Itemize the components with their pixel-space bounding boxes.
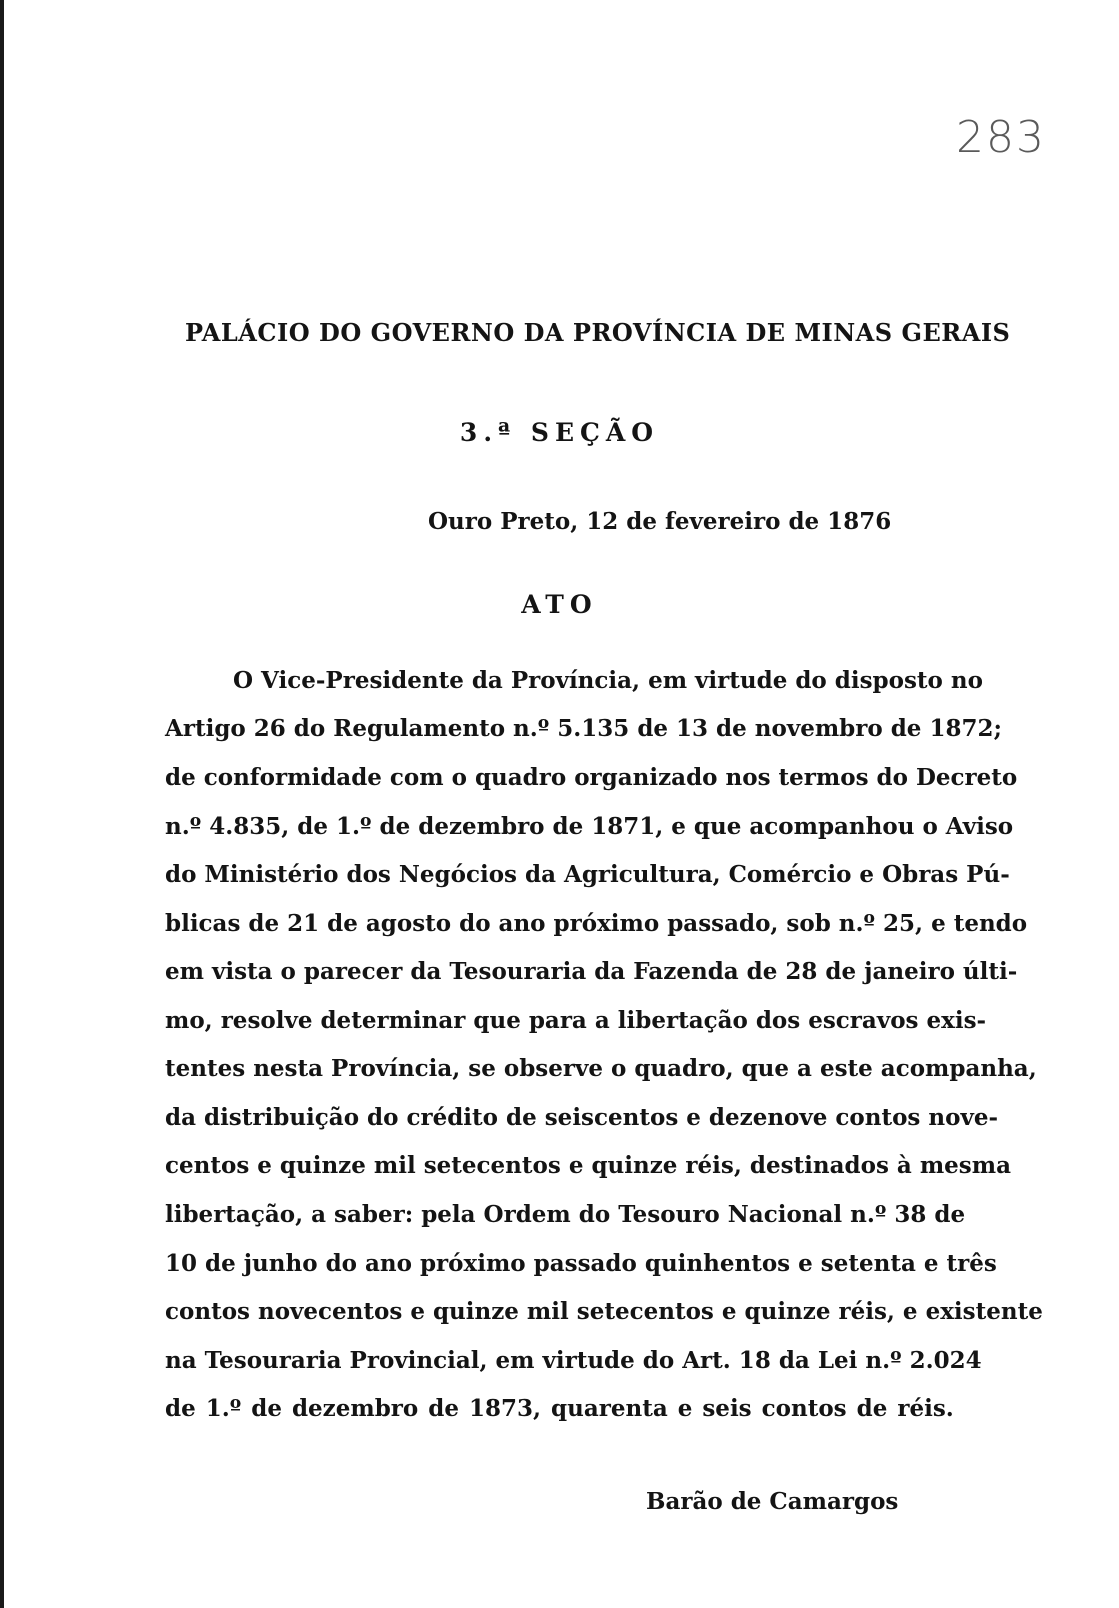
body-line: tentes nesta Província, se observe o quadro, que a este acompanha, [165, 1055, 1037, 1082]
document-header: PALÁCIO DO GOVERNO DA PROVÍNCIA DE MINAS GERAIS [185, 318, 1011, 347]
body-line: na Tesouraria Provincial, em virtude do Art. 18 da Lei n.º 2.024 [165, 1347, 982, 1374]
signature: Barão de Camargos [646, 1488, 899, 1515]
body-line: em vista o parecer da Tesouraria da Fazenda de 28 de janeiro últi- [165, 958, 1018, 985]
body-line: blicas de 21 de agosto do ano próximo passado, sob n.º 25, e tendo [165, 910, 1028, 937]
place-and-date: Ouro Preto, 12 de fevereiro de 1876 [428, 508, 892, 535]
page-number: 283 [956, 112, 1046, 163]
body-line: contos novecentos e quinze mil setecentos e quinze réis, e existente [165, 1298, 1043, 1325]
body-line: de 1.º de dezembro de 1873, quarenta e seis contos de réis. [165, 1395, 954, 1422]
body-line: 10 de junho do ano próximo passado quinhentos e setenta e três [165, 1250, 997, 1277]
body-line: de conformidade com o quadro organizado nos termos do Decreto [165, 764, 1018, 791]
body-line: centos e quinze mil setecentos e quinze réis, destinados à mesma [165, 1152, 1011, 1179]
body-line: Artigo 26 do Regulamento n.º 5.135 de 13 de novembro de 1872; [165, 715, 1002, 742]
body-line: da distribuição do crédito de seiscentos e dezenove contos nove- [165, 1104, 998, 1131]
body-line: do Ministério dos Negócios da Agricultura, Comércio e Obras Pú- [165, 861, 1010, 888]
body-line: n.º 4.835, de 1.º de dezembro de 1871, e que acompanhou o Aviso [165, 813, 1014, 840]
body-line: libertação, a saber: pela Ordem do Tesouro Nacional n.º 38 de [165, 1201, 966, 1228]
body-line: O Vice-Presidente da Província, em virtude do disposto no [233, 667, 983, 694]
section-heading: 3.ª SEÇÃO [459, 418, 660, 447]
scan-edge [0, 0, 4, 1608]
body-line: mo, resolve determinar que para a libertação dos escravos exis- [165, 1007, 987, 1034]
act-title: ATO [521, 590, 598, 619]
